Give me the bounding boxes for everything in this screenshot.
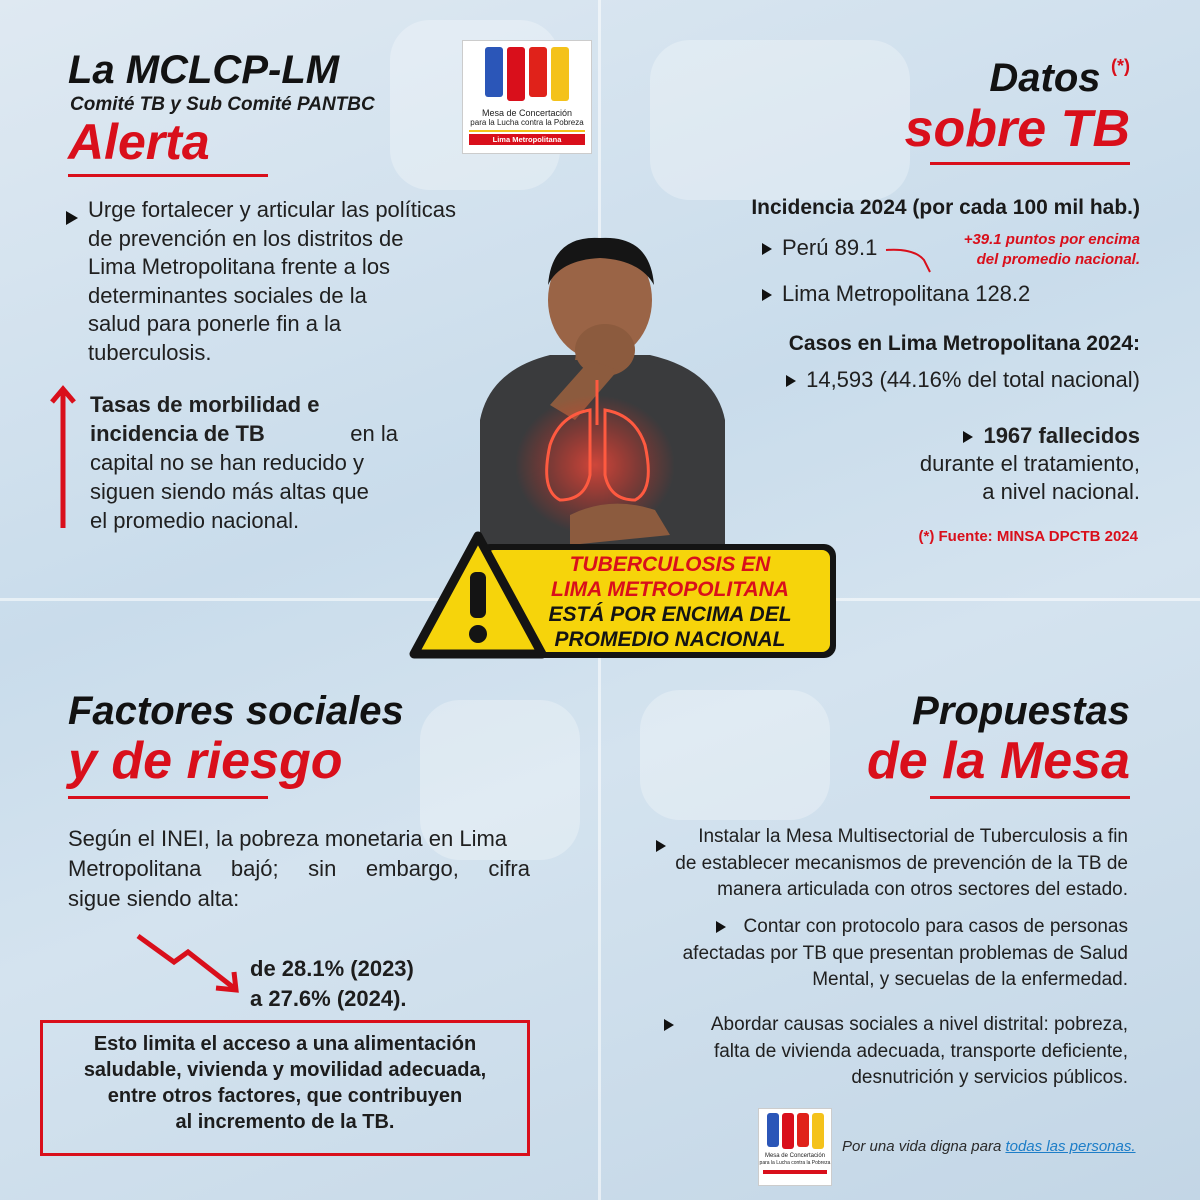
datos-heading: Datos xyxy=(989,56,1101,100)
proposal-line: afectadas por TB que presentan problemas de Salud xyxy=(682,942,1128,964)
logo-footer: Lima Metropolitana xyxy=(469,134,585,145)
propuestas-heading: Propuestas xyxy=(912,689,1130,733)
rates-line: Tasas de morbilidad e xyxy=(90,392,320,417)
logo-caption: para la Lucha contra la Pobreza xyxy=(470,118,584,127)
box-line: al incremento de la TB. xyxy=(175,1111,395,1133)
alert-line: PROMEDIO NACIONAL xyxy=(554,628,786,651)
bullet-icon xyxy=(66,211,78,225)
slogan-highlight: todas las personas. xyxy=(1005,1138,1136,1155)
lima-incidence: Lima Metropolitana 128.2 xyxy=(782,281,1031,306)
incidence-title: Incidencia 2024 (por cada 100 mil hab.) xyxy=(751,196,1140,219)
heading-rule xyxy=(68,796,268,799)
poverty-2024: a 27.6% (2024). xyxy=(250,986,407,1011)
warning-triangle-icon xyxy=(408,530,548,662)
impact-box xyxy=(40,1020,530,1156)
proposal-line: desnutrición y servicios públicos. xyxy=(851,1067,1128,1088)
deaths-block xyxy=(920,422,1140,506)
proposal-1 xyxy=(656,824,1128,904)
deaths-line: durante el tratamiento, xyxy=(919,451,1140,476)
rates-line: siguen siendo más altas que xyxy=(90,479,369,504)
poverty-stats xyxy=(250,954,414,1014)
alert-heading: Alerta xyxy=(68,114,210,170)
proposal-line: Mental, y secuelas de la enfermedad. xyxy=(812,969,1128,990)
bullet-icon xyxy=(716,921,726,933)
bg-photo-ghost xyxy=(650,40,910,200)
logo-caption: Mesa de Concertación xyxy=(764,1153,826,1159)
slogan xyxy=(842,1138,1136,1155)
logo-mark-icon xyxy=(463,47,591,101)
proposal-line: Instalar la Mesa Multisectorial de Tuberculosis a fin xyxy=(698,826,1128,847)
peru-incidence: Perú 89.1 xyxy=(782,235,878,260)
slogan-text: Por una vida digna para xyxy=(842,1138,1002,1155)
box-line: Esto limita el acceso a una alimentación xyxy=(93,1033,477,1055)
bullet-line: tuberculosis. xyxy=(88,339,212,365)
para-line: sigue siendo alta: xyxy=(68,886,240,911)
mesa-heading: de la Mesa xyxy=(866,732,1130,790)
deaths-value: 1967 fallecidos xyxy=(983,423,1140,448)
bullet-line: Urge fortalecer y articular las políticas xyxy=(88,197,457,222)
heading-rule xyxy=(68,174,268,177)
cases-value: 14,593 (44.16% del total nacional) xyxy=(806,367,1140,392)
committee-subtitle: Comité TB y Sub Comité PANTBC xyxy=(70,94,375,115)
inei-paragraph xyxy=(68,824,530,914)
sobre-tb-heading: sobre TB xyxy=(904,100,1130,158)
poverty-2023: de 28.1% (2023) xyxy=(250,956,414,981)
heading-rule xyxy=(930,796,1130,799)
bg-xray-ghost xyxy=(640,690,830,820)
alert-banner xyxy=(408,536,836,664)
rates-line: el promedio nacional. xyxy=(90,508,300,533)
proposal-line: falta de vivienda adecuada, transporte deficiente, xyxy=(713,1040,1128,1062)
bullet-icon xyxy=(762,289,772,301)
rates-paragraph xyxy=(90,390,398,535)
source-note: (*) Fuente: MINSA DPCTB 2024 xyxy=(918,528,1138,545)
coughing-man-illustration xyxy=(440,230,760,550)
alert-line: ESTÁ POR ENCIMA DEL xyxy=(548,603,792,626)
bullet-icon xyxy=(656,840,666,852)
bullet-icon xyxy=(762,243,772,255)
bullet-line: salud para ponerle fin a la xyxy=(88,311,342,336)
alert-line: LIMA METROPOLITANA xyxy=(551,578,789,601)
bullet-line: determinantes sociales de la xyxy=(88,282,367,308)
box-line: saludable, vivienda y movilidad adecuada, xyxy=(83,1059,487,1081)
rates-bold: incidencia de TB xyxy=(90,421,265,446)
proposal-line: Contar con protocolo para casos de personas xyxy=(743,916,1128,937)
proposal-line: de establecer mecanismos de prevención de la TB de xyxy=(675,852,1128,874)
up-arrow-icon xyxy=(50,384,76,530)
deaths-line: a nivel nacional. xyxy=(982,479,1140,504)
note-line: del promedio nacional. xyxy=(976,251,1140,268)
alert-line: TUBERCULOSIS EN xyxy=(569,553,771,576)
rates-rest: en la xyxy=(350,421,398,446)
proposal-2 xyxy=(656,914,1128,994)
mesa-logo-small xyxy=(758,1108,832,1186)
bullet-icon xyxy=(664,1019,674,1031)
bullet-line: de prevención en los distritos de xyxy=(88,225,404,251)
box-line: entre otros factores, que contribuyen xyxy=(107,1085,463,1107)
riesgo-heading: y de riesgo xyxy=(68,732,343,790)
heading-rule xyxy=(930,162,1130,165)
proposal-line: manera articulada con otros sectores del estado. xyxy=(717,879,1128,900)
mclcp-title: La MCLCP-LM xyxy=(68,48,340,92)
logo-caption: para la Lucha contra la Pobreza xyxy=(759,1160,831,1166)
factores-heading: Factores sociales xyxy=(68,689,404,733)
logo-mark-icon xyxy=(759,1113,831,1149)
note-line: +39.1 puntos por encima xyxy=(963,231,1140,248)
rates-line: capital no se han reducido y xyxy=(90,450,364,475)
bullet-icon xyxy=(786,375,796,387)
mesa-logo xyxy=(462,40,592,154)
cases-title: Casos en Lima Metropolitana 2024: xyxy=(788,332,1140,355)
asterisk-note: (*) xyxy=(1111,56,1130,76)
bullet-icon xyxy=(963,431,973,443)
para-line: Según el INEI, la pobreza monetaria en Lima xyxy=(68,826,508,851)
logo-caption: Mesa de Concertación xyxy=(481,108,573,118)
incidence-note xyxy=(964,230,1140,270)
down-trend-icon xyxy=(134,930,246,996)
proposal-line: Abordar causas sociales a nivel distrital: pobreza, xyxy=(710,1014,1128,1035)
connector-line xyxy=(884,244,936,274)
bullet-line: Lima Metropolitana frente a los xyxy=(88,254,391,279)
bullet-paragraph xyxy=(66,196,456,367)
para-line: Metropolitana bajó; sin embargo, cifra xyxy=(68,856,530,881)
proposal-3 xyxy=(656,1012,1128,1092)
